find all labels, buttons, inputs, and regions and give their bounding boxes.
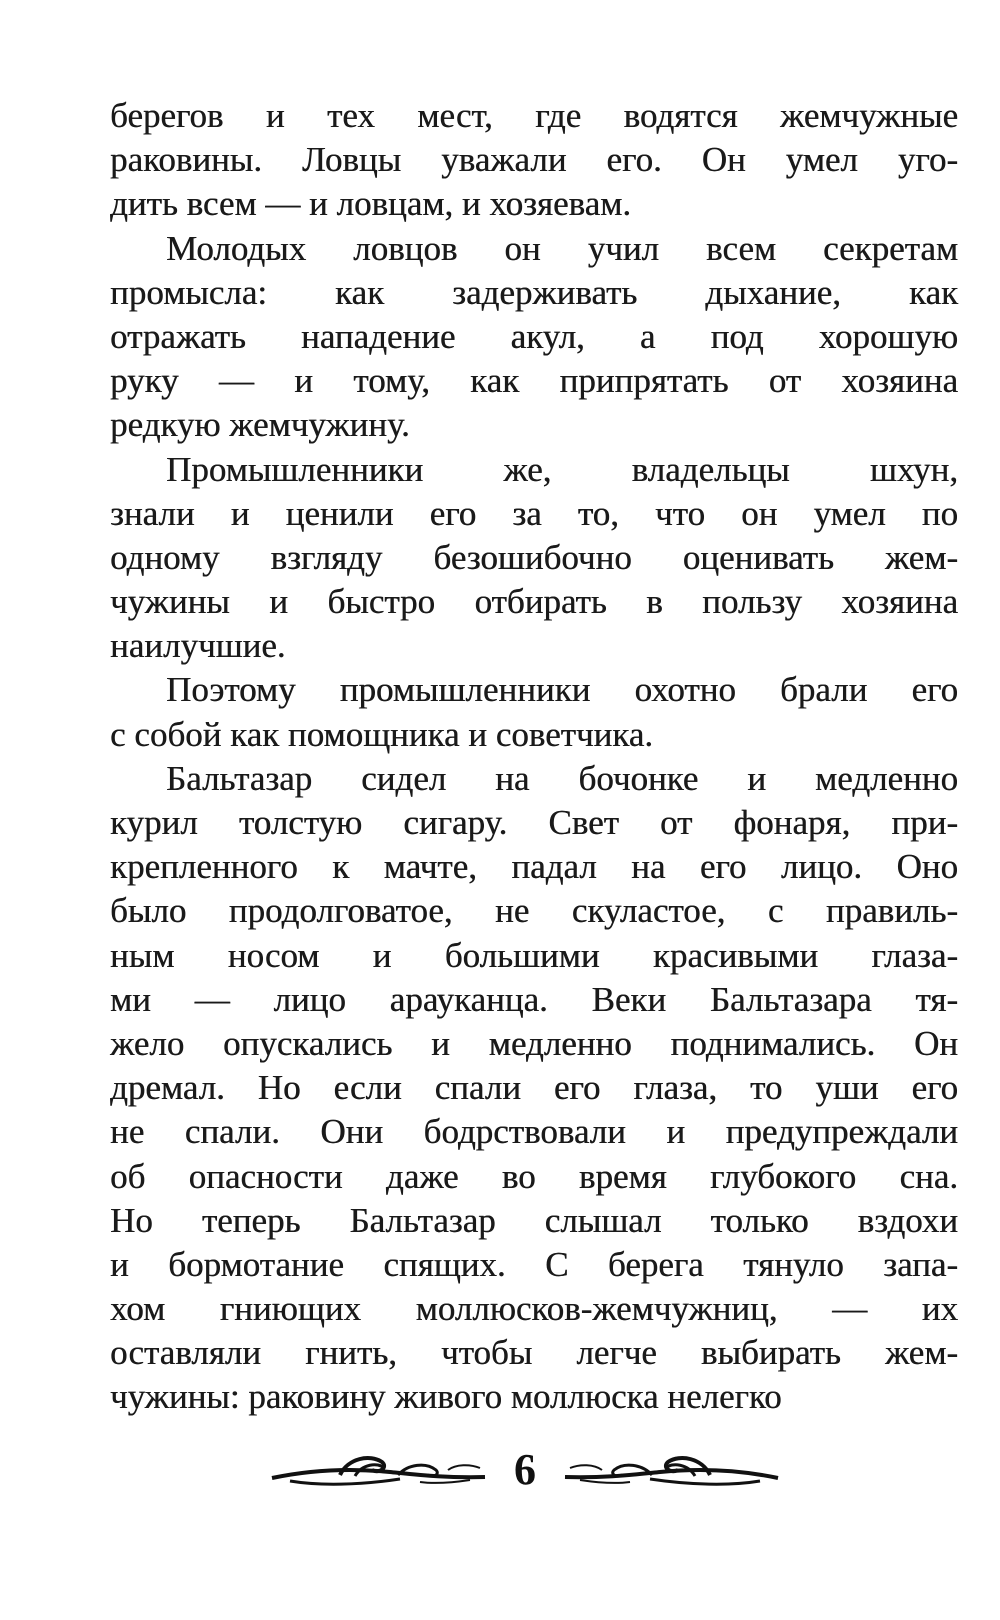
paragraph: [110, 448, 958, 669]
text-line: крепленного к мачте, падал на его лицо. Оно: [110, 847, 958, 887]
text-line: дремал. Но если спали его глаза, то уши его: [110, 1068, 958, 1108]
text-line: наилучшие.: [110, 626, 286, 666]
paragraph: [110, 94, 958, 227]
text-line: редкую жемчужину.: [110, 405, 410, 445]
text-line: было продолговатое, не скуластое, с правиль-: [110, 891, 958, 931]
text-line: не спали. Они бодрствовали и предупреждали: [110, 1112, 958, 1152]
text-line: с собой как помощника и советчика.: [110, 714, 654, 754]
text-line: хом гниющих моллюсков-жемчужниц, — их: [110, 1289, 958, 1329]
text-line: курил толстую сигару. Свет от фонаря, при-: [110, 803, 958, 842]
paragraph: [110, 227, 958, 448]
text-line: отражать нападение акул, а под хорошую: [110, 316, 958, 356]
text-line: оставляли гнить, чтобы легче выбирать жем-: [110, 1333, 958, 1373]
text-line: знали и ценили его за то, что он умел по: [110, 493, 958, 533]
text-line: Молодых ловцов он учил всем секретам: [166, 228, 958, 268]
text-line: ным носом и большими красивыми глаза-: [110, 935, 958, 975]
page-number: 6: [514, 1445, 536, 1494]
text-line: чужины и быстро отбирать в пользу хозяина: [110, 582, 958, 622]
text-line: Поэтому промышленники охотно брали его: [166, 670, 958, 710]
paragraph: [110, 757, 958, 1420]
text-line: жело опускались и медленно поднимались. Он: [110, 1023, 958, 1063]
text-line: Бальтазар сидел на бочонке и медленно: [166, 758, 958, 798]
text-line: и бормотание спящих. С берега тянуло запа-: [110, 1244, 958, 1284]
paragraph: [110, 668, 958, 756]
text-line: раковины. Ловцы уважали его. Он умел уго-: [110, 140, 958, 180]
body-text: [110, 94, 958, 1420]
text-line: одному взгляду безошибочно оценивать жем-: [110, 537, 958, 577]
text-line: об опасности даже во время глубокого сна.: [110, 1156, 958, 1196]
text-line: Промышленники же, владельцы шхун,: [166, 449, 958, 489]
text-line: дить всем — и ловцам, и хозяевам.: [110, 184, 632, 224]
text-line: ми — лицо арауканца. Веки Бальтазара тя-: [110, 979, 958, 1019]
text-line: промысла: как задерживать дыхание, как: [110, 272, 958, 312]
text-line: берегов и тех мест, где водятся жемчужные: [110, 96, 958, 135]
page-footer: [270, 1440, 780, 1520]
text-line: чужины: раковину живого моллюска нелегко: [110, 1377, 782, 1417]
text-line: руку — и тому, как припрятать от хозяина: [110, 361, 958, 401]
text-line: Но теперь Бальтазар слышал только вздохи: [110, 1200, 958, 1240]
swirl-ornament-right-icon: [560, 1448, 780, 1492]
